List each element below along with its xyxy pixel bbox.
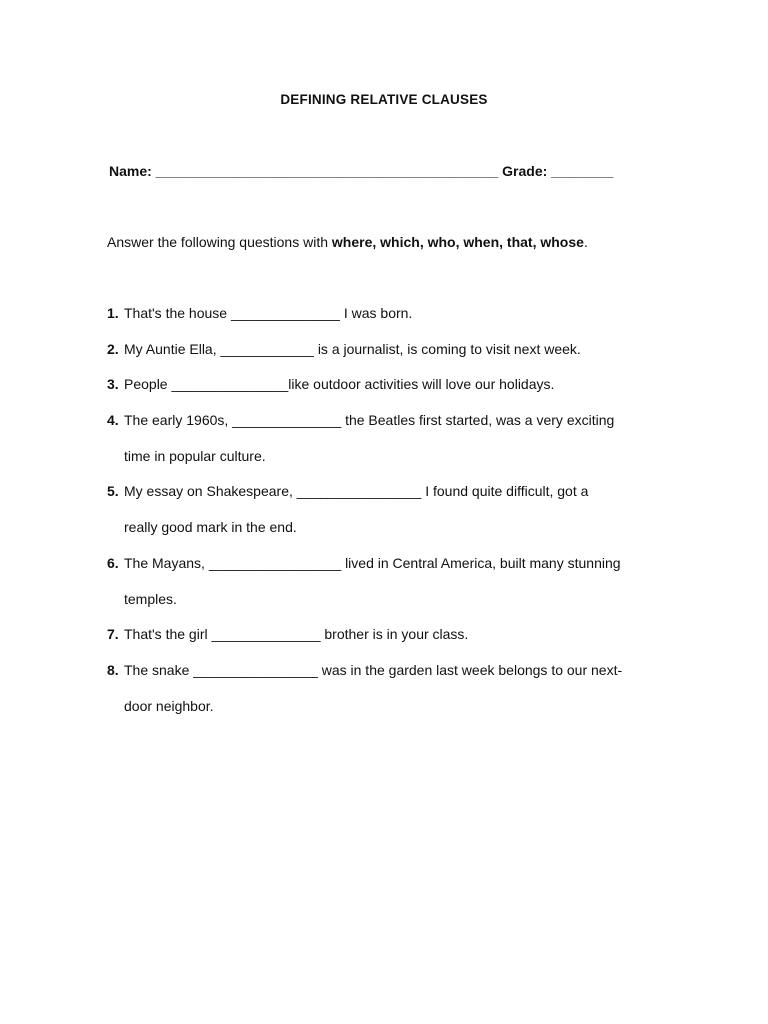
question-continuation: temples. bbox=[124, 591, 177, 607]
question-8 bbox=[107, 662, 622, 715]
question-number: 3. bbox=[107, 376, 119, 392]
question-number: 7. bbox=[107, 626, 119, 642]
question-text: The snake ________________ was in the garden last week belongs to our next- bbox=[124, 662, 623, 678]
question-7 bbox=[107, 626, 468, 643]
question-number: 5. bbox=[107, 483, 119, 499]
instructions-suffix: . bbox=[583, 234, 588, 250]
question-continuation: time in popular culture. bbox=[124, 448, 266, 464]
question-5 bbox=[107, 483, 588, 536]
question-text: That's the house ______________ I was born. bbox=[124, 305, 413, 321]
instructions bbox=[107, 234, 707, 250]
question-text: People _______________like outdoor activities will love our holidays. bbox=[124, 376, 555, 392]
question-3 bbox=[107, 376, 554, 393]
question-text: That's the girl ______________ brother is in your class. bbox=[124, 626, 469, 642]
question-number: 6. bbox=[107, 555, 119, 571]
question-2 bbox=[107, 341, 581, 358]
question-6 bbox=[107, 555, 621, 608]
page-title: DEFINING RELATIVE CLAUSES bbox=[280, 92, 488, 107]
question-text: My Auntie Ella, ____________ is a journalist, is coming to visit next week. bbox=[124, 341, 581, 357]
question-number: 2. bbox=[107, 341, 119, 357]
instructions-words: where, which, who, when, that, whose bbox=[331, 234, 584, 250]
question-4 bbox=[107, 412, 614, 465]
question-continuation: door neighbor. bbox=[124, 698, 214, 714]
name-grade-line: Name: ____________________________________________ Grade: ________ bbox=[109, 163, 614, 179]
question-text: The Mayans, _________________ lived in Central America, built many stunning bbox=[124, 555, 621, 571]
question-text: The early 1960s, ______________ the Beatles first started, was a very exciting bbox=[124, 412, 615, 428]
instructions-prefix: Answer the following questions with bbox=[107, 234, 332, 250]
question-text: My essay on Shakespeare, ________________ I found quite difficult, got a bbox=[124, 483, 589, 499]
question-number: 4. bbox=[107, 412, 119, 428]
question-number: 1. bbox=[107, 305, 119, 321]
question-number: 8. bbox=[107, 662, 119, 678]
question-1 bbox=[107, 305, 412, 322]
question-continuation: really good mark in the end. bbox=[124, 519, 297, 535]
